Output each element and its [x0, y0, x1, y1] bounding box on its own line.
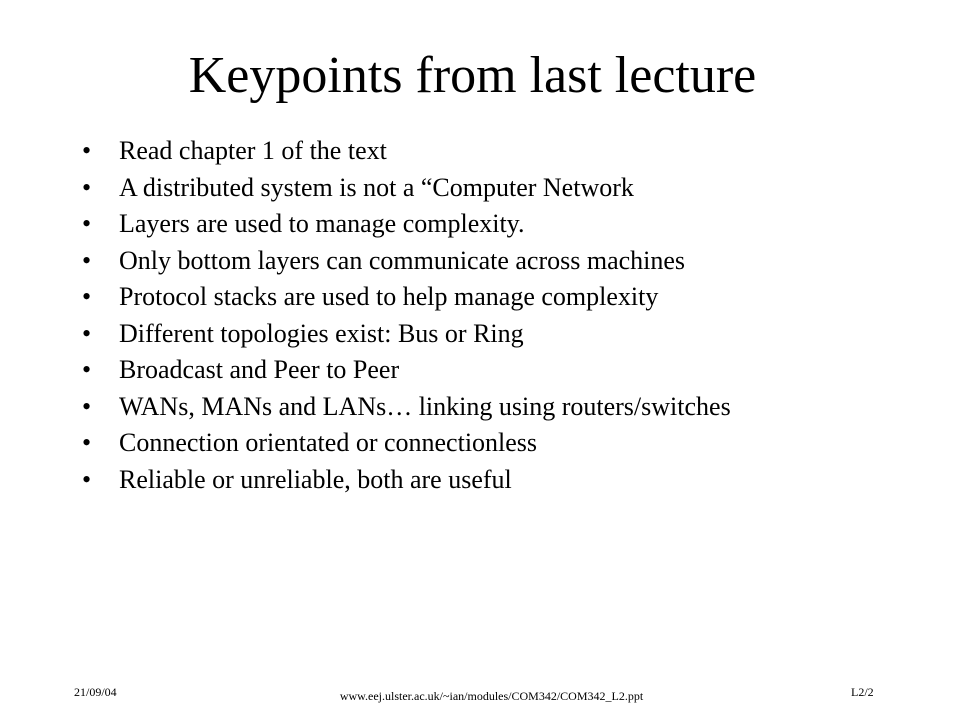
bullet-text: Protocol stacks are used to help manage complexity	[119, 282, 659, 311]
slide-title: Keypoints from last lecture	[188, 47, 757, 104]
footer-date: 21/09/04	[74, 685, 117, 699]
bullet-icon: •	[82, 355, 92, 384]
bullet-icon: •	[82, 172, 92, 202]
bullet-icon: •	[82, 282, 92, 311]
bullet-icon: •	[82, 209, 92, 238]
bullet-text: Connection orientated or connectionless	[119, 428, 538, 457]
bullet-icon: •	[82, 391, 92, 421]
footer-page-number: L2/2	[851, 685, 874, 699]
bullet-icon: •	[82, 464, 92, 494]
bullet-text: Reliable or unreliable, both are useful	[119, 464, 512, 494]
bullet-text: WANs, MANs and LANs… linking using routers/switches	[119, 391, 731, 421]
bullet-icon: •	[82, 318, 92, 348]
bullet-text: Layers are used to manage complexity.	[119, 209, 525, 238]
bullet-text: A distributed system is not a “Computer Network	[119, 172, 634, 202]
bullet-text: Different topologies exist: Bus or Ring	[119, 318, 524, 348]
bullet-text: Read chapter 1 of the text	[119, 136, 387, 165]
bullet-icon: •	[82, 245, 92, 275]
bullet-text: Only bottom layers can communicate across machines	[119, 245, 686, 275]
footer-url: www.eej.ulster.ac.uk/~ian/modules/COM342/COM342_L2.ppt	[339, 689, 644, 703]
bullet-icon: •	[82, 136, 92, 165]
bullet-icon: •	[82, 428, 92, 457]
bullet-text: Broadcast and Peer to Peer	[119, 355, 400, 384]
